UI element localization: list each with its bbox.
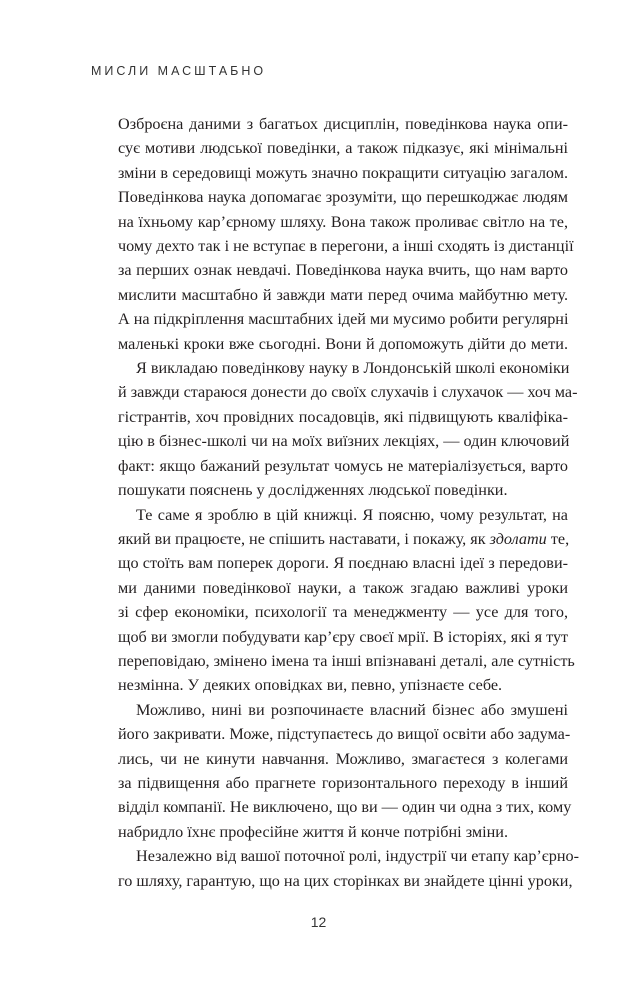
text-line: лись, чи не кинути навчання. Можливо, змагаєтеся з колегами — [118, 749, 568, 768]
text-line: Те саме я зроблю в цій книжці. Я поясню, чому результат, на — [136, 505, 568, 524]
text-line: набридло їхнє професійне життя й конче потрібні зміни. — [118, 822, 508, 841]
text-line: А на підкріплення масштабних ідей ми мусимо робити регулярні — [118, 310, 569, 329]
text-line: факт: якщо бажаний результат чомусь не матеріалізується, варто — [118, 456, 568, 475]
text-line: зміни в середовищі можуть значно покращити ситуацію загалом. — [118, 163, 568, 182]
text-line: мислити масштабно й завжди мати перед очима майбутню мету. — [118, 285, 568, 304]
text-line: Можливо, нині ви розпочинаєте власний бізнес або змушені — [136, 700, 568, 719]
text-line-with-emphasis — [118, 527, 568, 551]
text-line: на їхньому кар’єрному шляху. Вона також проливає світло на те, — [118, 212, 568, 231]
text-line: гістрантів, хоч провідних посадовців, які підвищують кваліфіка- — [118, 407, 568, 426]
paragraph-3 — [118, 503, 575, 698]
text-line: щоб ви змогли побудувати кар’єру своєї мрії. В історіях, які я тут — [118, 627, 569, 646]
text-line: пошукати пояснень у дослідженнях людської поведінки. — [118, 481, 508, 500]
text-line: зі сфер економіки, психології та менеджменту — усе для того, — [118, 603, 568, 622]
text-line: його закривати. Може, підступаєтесь до вищої освіти або задума- — [118, 725, 571, 744]
text-line: Я викладаю поведінкову науку в Лондонській школі економіки — [136, 359, 570, 378]
text-line: го шляху, гарантую, що на цих сторінках ви знайдете цінні уроки, — [118, 871, 573, 890]
paragraph-4 — [118, 698, 572, 844]
text-line: Озброєна даними з багатьох дисциплін, поведінкова наука опи- — [118, 115, 568, 133]
text-line: за підвищення або прагнете горизонтального переходу в інший — [118, 773, 568, 792]
text-line: цію в бізнес-школі чи на моїх виїзних лекціях, — один ключовий — [118, 432, 570, 451]
text-line: сує мотиви людської поведінки, а також підказує, які мінімальні — [118, 139, 568, 158]
paragraph-5 — [118, 844, 579, 893]
text-line: чому дехто так і не вступає в перегони, а інші сходять із дистанції — [118, 237, 574, 256]
text-line: переповідаю, змінено імена та інші впізнавані деталі, але сутність — [118, 651, 575, 670]
text-line: що стоїть вам поперек дороги. Я поєднаю власні ідеї з передови- — [118, 554, 568, 573]
text-line: й завжди стараюся донести до своїх слухачів і слухачок — хоч ма- — [118, 383, 578, 402]
running-head: МИСЛИ МАСШТАБНО — [91, 64, 267, 78]
text-line: ми даними поведінкової науки, а також згадаю важливі уроки — [118, 578, 568, 597]
text-line: Поведінкова наука допомагає зрозуміти, що перешкоджає людям — [118, 188, 568, 207]
text-line: незмінна. У деяких оповідках ви, певно, упізнаєте себе. — [118, 676, 503, 695]
text-line: Незалежно від вашої поточної ролі, індустрії чи етапу кар’єрно- — [136, 847, 579, 866]
paragraph-2 — [118, 356, 578, 502]
text-line: маленькі кроки вже сьогодні. Вони й допоможуть дійти до мети. — [118, 334, 568, 353]
line-text: який ви працюєте, не спішить наставати, і покажу, як — [118, 529, 486, 548]
emphasis-word: здолати — [489, 529, 547, 548]
line-tail: те, — [546, 529, 570, 548]
page-number: 12 — [310, 914, 327, 930]
body-text — [118, 112, 579, 893]
text-line: відділ компанії. Не виключено, що ви — один чи одна з тих, кому — [118, 798, 572, 817]
paragraph-1 — [118, 112, 574, 356]
text-line: за перших ознак невдачі. Поведінкова наука вчить, що нам варто — [118, 261, 568, 280]
